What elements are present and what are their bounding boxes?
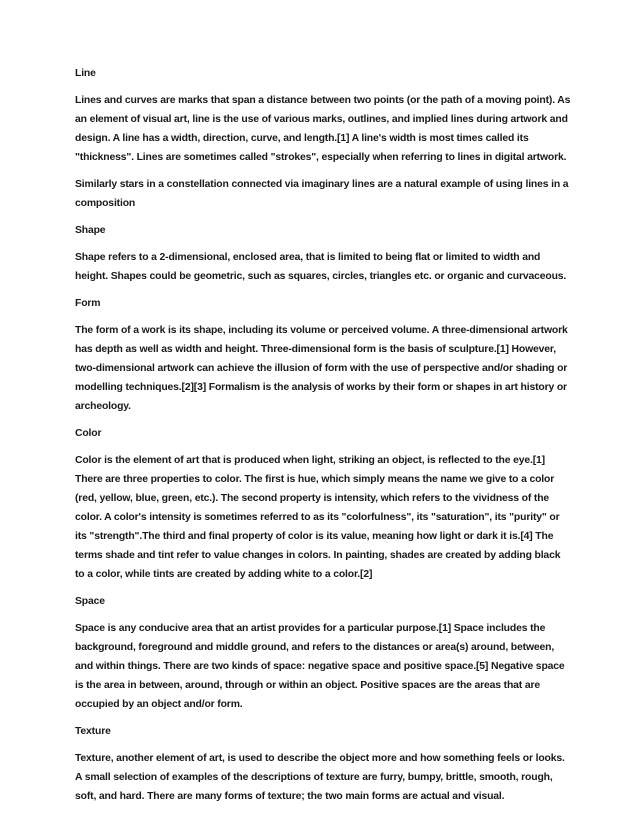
section-heading-texture: Texture	[75, 726, 111, 737]
paragraph-color-1: Color is the element of art that is produced when light, striking an object, is reflected to the eye.[1] There are three properties to color. The first is hue, which simply means the name we give to a color (red, yellow, blue, green, etc.). The second property is intensity, which refers to the vividness of the color. A color's intensity is sometimes referred to as its "colorfulness", its "saturation", its "purity" or its "strength".The third and final property of color is its value, meaning how light or dark it is.[4] The terms shade and tint refer to value changes in colors. In painting, shades are created by adding black to a color, while tints are created by adding white to a color.[2]	[75, 455, 561, 580]
section-heading-color: Color	[75, 428, 102, 439]
section-heading-line: Line	[75, 68, 96, 79]
section-heading-shape: Shape	[75, 225, 106, 236]
paragraph-line-1: Lines and curves are marks that span a distance between two points (or the path of a moving point). As an element of visual art, line is the use of various marks, outlines, and implied lines during artwork and design. A line has a width, direction, curve, and length.[1] A line's width is most times called its "thickness". Lines are sometimes called "strokes", especially when referring to lines in digital artwork.	[75, 95, 571, 163]
paragraph-texture-1: Texture, another element of art, is used to describe the object more and how something feels or looks. A small selection of examples of the descriptions of texture are furry, bumpy, brittle, smooth, rough, soft, and hard. There are many forms of texture; the two main forms are actual and visual.	[75, 753, 565, 802]
section-heading-space: Space	[75, 596, 105, 607]
paragraph-line-2: Similarly stars in a constellation connected via imaginary lines are a natural example of using lines in a composition	[75, 179, 569, 209]
section-space	[75, 592, 571, 714]
document-body	[75, 64, 571, 814]
section-shape	[75, 221, 571, 286]
section-heading-form: Form	[75, 298, 101, 309]
section-line	[75, 64, 571, 213]
paragraph-space-1: Space is any conducive area that an artist provides for a particular purpose.[1] Space includes the background, foreground and middle ground, and refers to the distances or area(s) around, between, and within things. There are two kinds of space: negative space and positive space.[5] Negative space is the area in between, around, through or within an object. Positive spaces are the areas that are occupied by an object and/or form.	[75, 623, 565, 710]
paragraph-form-1: The form of a work is its shape, including its volume or perceived volume. A three-dimensional artwork has depth as well as width and height. Three-dimensional form is the basis of sculpture.[1] However, two-dimensional artwork can achieve the illusion of form with the use of perspective and/or shading or modelling techniques.[2][3] Formalism is the analysis of works by their form or shapes in art history or archeology.	[75, 325, 568, 412]
paragraph-shape-1: Shape refers to a 2-dimensional, enclosed area, that is limited to being flat or limited to width and height. Shapes could be geometric, such as squares, circles, triangles etc. or organic and curvaceous.	[75, 252, 567, 282]
section-form	[75, 294, 571, 416]
section-color	[75, 424, 571, 584]
section-texture	[75, 722, 571, 806]
